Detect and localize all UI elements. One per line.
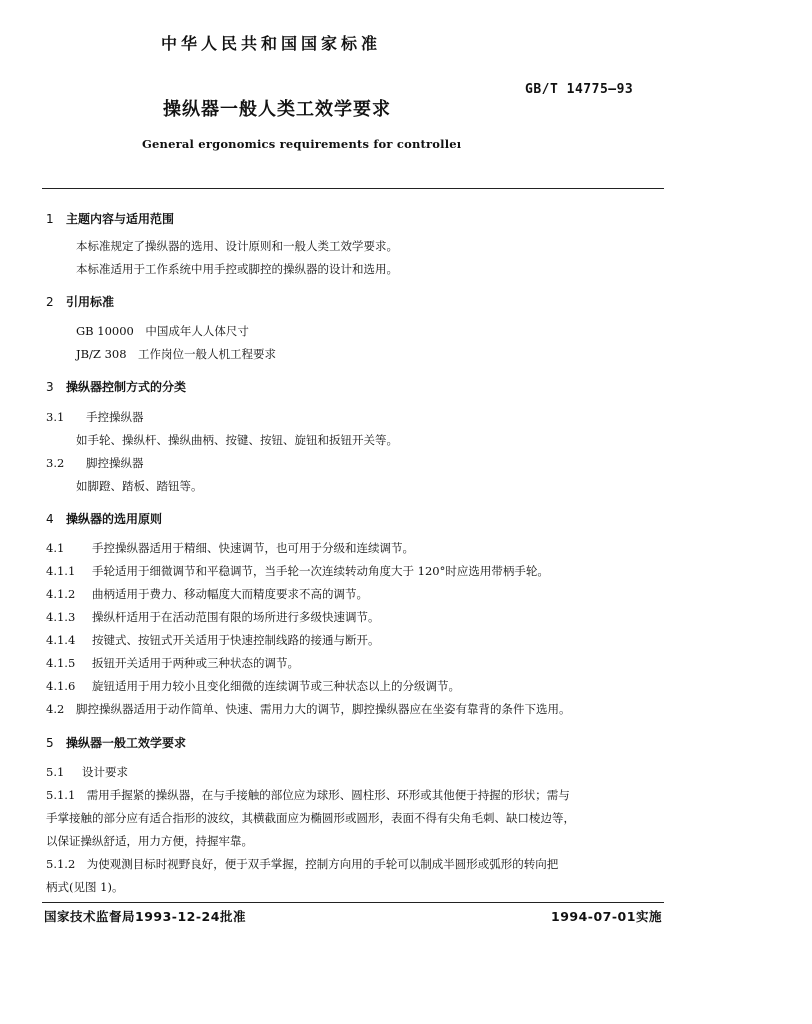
clause-3-1 [46, 409, 144, 425]
clause-item [46, 632, 380, 648]
clause-title: 设计要求 [82, 765, 128, 779]
clause-number: 4.1.5 [46, 656, 76, 670]
clause-item [46, 678, 460, 694]
clause-title: 脚控操纵器 [86, 456, 144, 470]
clause-3-2 [46, 455, 144, 471]
clause-item [46, 609, 380, 625]
clause-text: 扳钮开关适用于两种或三种状态的调节。 [92, 656, 299, 670]
clause-text: 操纵杆适用于在活动范围有限的场所进行多级快速调节。 [92, 610, 380, 624]
section-number: 2 [46, 295, 54, 309]
reference-item: GB 10000 中国成年人人体尺寸 [76, 324, 249, 338]
section-4-heading [46, 510, 162, 527]
clause-item [46, 586, 368, 602]
clause-number: 5.1 [46, 765, 65, 779]
effective-date: 1994-07-01实施 [551, 909, 662, 924]
section-title: 操纵器一般工效学要求 [66, 736, 187, 750]
paragraph-line: 5.1.2 为使观测目标时视野良好，便于双手掌握，控制方向用的手轮可以制成半圆形或弧形的转向把 [46, 857, 559, 871]
section-number: 4 [46, 512, 54, 526]
clause-item [46, 563, 549, 579]
standard-number: GB/T 14775—93 [525, 82, 634, 97]
clause-title: 手控操纵器 [86, 410, 144, 424]
paragraph-line: 柄式(见图 1)。 [46, 880, 124, 894]
paragraph-line: 手掌接触的部分应有适合指形的波纹，其横截面应为椭圆形或圆形，表面不得有尖角毛刺、缺口棱边等， [46, 811, 575, 825]
clause-item [46, 540, 414, 556]
section-title: 操纵器控制方式的分类 [66, 380, 187, 394]
approval-date: 国家技术监督局1993-12-24批准 [44, 909, 246, 924]
clause-item [46, 701, 571, 717]
clause-text: 按键式、按钮式开关适用于快速控制线路的接通与断开。 [92, 633, 380, 647]
clause-text: 旋钮适用于用力较小且变化细微的连续调节或三种状态以上的分级调节。 [92, 679, 460, 693]
clause-text: 手轮适用于细微调节和平稳调节，当手轮一次连续转动角度大于 120°时应选用带柄手轮。 [92, 564, 549, 578]
section-title: 引用标准 [66, 295, 115, 309]
paragraph: 如脚蹬、踏板、踏钮等。 [76, 479, 203, 493]
paragraph-line: 以保证操纵舒适，用力方便，持握牢靠。 [46, 834, 253, 848]
paragraph-line: 5.1.1 需用手握紧的操纵器，在与手接触的部位应为球形、圆柱形、环形或其他便于持握的形状；需与 [46, 788, 570, 802]
paragraph: 本标准适用于工作系统中用手控或脚控的操纵器的设计和选用。 [76, 262, 398, 276]
document-title-english: General ergonomics requirements for controlleı [142, 137, 462, 151]
clause-number: 3.2 [46, 456, 65, 470]
section-number: 3 [46, 380, 54, 394]
clause-number: 4.1.3 [46, 610, 76, 624]
clause-number: 4.1.2 [46, 587, 76, 601]
clause-5-1 [46, 764, 128, 780]
section-number: 5 [46, 736, 54, 750]
clause-number: 4.2 [46, 702, 65, 716]
section-number: 1 [46, 212, 54, 226]
clause-text: 手控操纵器适用于精细、快速调节，也可用于分级和连续调节。 [92, 541, 414, 555]
document-title: 操纵器一般人类工效学要求 [163, 99, 391, 120]
clause-text: 曲柄适用于费力、移动幅度大而精度要求不高的调节。 [92, 587, 368, 601]
clause-text: 脚控操纵器适用于动作简单、快速、需用力大的调节，脚控操纵器应在坐姿有靠背的条件下选用。 [76, 702, 571, 716]
issuing-authority: 中华人民共和国国家标准 [161, 34, 382, 53]
footer-divider [42, 902, 664, 903]
clause-number: 4.1.4 [46, 633, 76, 647]
clause-item [46, 655, 299, 671]
clause-number: 4.1 [46, 541, 65, 555]
section-3-heading [46, 378, 186, 395]
paragraph: 如手轮、操纵杆、操纵曲柄、按键、按钮、旋钮和扳钮开关等。 [76, 433, 398, 447]
section-title: 操纵器的选用原则 [66, 512, 163, 526]
header-divider [42, 188, 664, 189]
clause-number: 3.1 [46, 410, 65, 424]
clause-number: 4.1.6 [46, 679, 76, 693]
reference-item: JB/Z 308 工作岗位一般人机工程要求 [76, 347, 277, 361]
section-title: 主题内容与适用范围 [66, 212, 175, 226]
clause-number: 4.1.1 [46, 564, 76, 578]
section-2-heading [46, 293, 114, 310]
section-5-heading [46, 734, 186, 751]
section-1-heading [46, 210, 174, 227]
paragraph: 本标准规定了操纵器的选用、设计原则和一般人类工效学要求。 [76, 239, 398, 253]
